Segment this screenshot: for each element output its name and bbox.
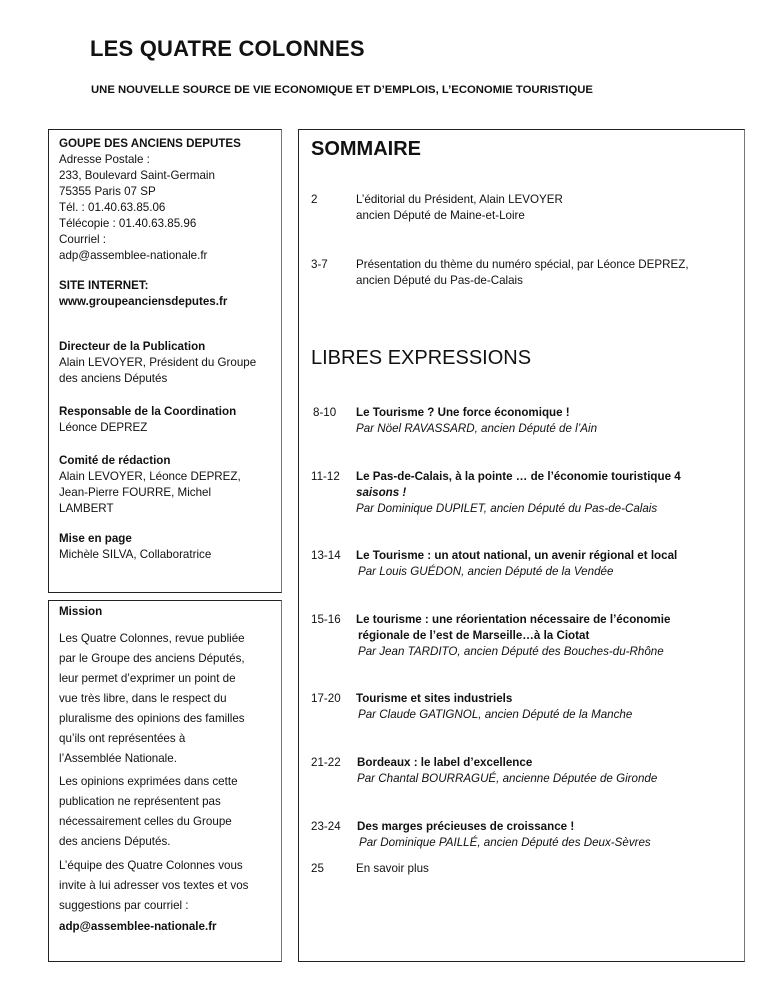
- mission-email-link[interactable]: adp@assemblee-nationale.fr: [59, 920, 217, 933]
- invitation-line: suggestions par courriel :: [59, 899, 189, 912]
- disclaimer-line: nécessairement celles du Groupe: [59, 815, 232, 828]
- postal-city: 75355 Paris 07 SP: [59, 185, 156, 198]
- email-label: Courriel :: [59, 233, 107, 246]
- page-number: 13-14: [311, 549, 341, 562]
- disclaimer-line: Les opinions exprimées dans cette: [59, 775, 238, 788]
- article-title: Le Pas-de-Calais, à la pointe … de l’économie touristique 4: [356, 470, 681, 483]
- mission-box: [48, 600, 282, 962]
- page-number: 11-12: [311, 470, 340, 483]
- website-block: [59, 278, 227, 310]
- page-number: 3-7: [311, 258, 328, 271]
- article-author: Par Dominique DUPILET, ancien Député du Pas-de-Calais: [356, 502, 658, 515]
- entry-line: L’éditorial du Président, Alain LEVOYER: [356, 193, 563, 206]
- disclaimer-line: des anciens Députés.: [59, 835, 171, 848]
- editorial-block: [59, 453, 241, 517]
- website-link[interactable]: www.groupeanciensdeputes.fr: [59, 295, 228, 308]
- group-contact: [59, 136, 241, 264]
- layout-heading: Mise en page: [59, 532, 132, 545]
- director-line: des anciens Députés: [59, 372, 168, 385]
- invitation-line: L’équipe des Quatre Colonnes vous: [59, 859, 243, 872]
- mission-heading: Mission: [59, 605, 103, 618]
- mission-line: qu’ils ont représentées à: [59, 732, 186, 745]
- mission-line: Les Quatre Colonnes, revue publiée: [59, 632, 245, 645]
- page-number: 23-24: [311, 820, 341, 833]
- page-number: 15-16: [311, 613, 341, 626]
- group-heading: GOUPE DES ANCIENS DEPUTES: [59, 137, 241, 150]
- article-author: Par Louis GUÉDON, ancien Député de la Vendée: [358, 565, 614, 578]
- entry-line: ancien Député du Pas-de-Calais: [356, 274, 523, 287]
- entry-line: Présentation du thème du numéro spécial, par Léonce DEPREZ,: [356, 258, 689, 271]
- mission-line: par le Groupe des anciens Députés,: [59, 652, 245, 665]
- mission-line: l’Assemblée Nationale.: [59, 752, 177, 765]
- director-block: [59, 339, 256, 387]
- article-title: Le Tourisme ? Une force économique !: [356, 406, 570, 419]
- article-author: Par Dominique PAILLÉ, ancien Député des Deux-Sèvres: [359, 836, 651, 849]
- editorial-heading: Comité de rédaction: [59, 454, 171, 467]
- page-number: 25: [311, 862, 324, 875]
- mission-paragraph: [59, 629, 271, 769]
- phone: Tél. : 01.40.63.85.06: [59, 201, 166, 214]
- article-author: Par Nöel RAVASSARD, ancien Député de l’Ain: [356, 422, 598, 435]
- article-title-continued: régionale de l’est de Marseille…à la Ciotat: [358, 629, 590, 642]
- page-number: 21-22: [311, 756, 341, 769]
- coordination-heading: Responsable de la Coordination: [59, 405, 237, 418]
- summary-title: SOMMAIRE: [311, 138, 421, 160]
- director-heading: Directeur de la Publication: [59, 340, 206, 353]
- article-title: Le Tourisme : un atout national, un avenir régional et local: [356, 549, 678, 562]
- mission-line: pluralisme des opinions des familles: [59, 712, 245, 725]
- street-address: 233, Boulevard Saint-Germain: [59, 169, 215, 182]
- page-number: 8-10: [313, 406, 337, 419]
- layout-line: Michèle SILVA, Collaboratrice: [59, 548, 212, 561]
- editorial-line: Alain LEVOYER, Léonce DEPREZ,: [59, 470, 241, 483]
- layout-block: [59, 531, 211, 563]
- website-heading: SITE INTERNET:: [59, 279, 149, 292]
- article-author: Par Chantal BOURRAGUÉ, ancienne Députée de Gironde: [357, 772, 658, 785]
- article-author: Par Claude GATIGNOL, ancien Député de la Manche: [358, 708, 633, 721]
- fax: Télécopie : 01.40.63.85.96: [59, 217, 197, 230]
- invitation-line: invite à lui adresser vos textes et vos: [59, 879, 249, 892]
- article-title-continued: saisons !: [356, 486, 407, 499]
- more-info-label: En savoir plus: [356, 862, 429, 875]
- mission-line: leur permet d’exprimer un point de: [59, 672, 236, 685]
- editorial-line: LAMBERT: [59, 502, 114, 515]
- mission-line: vue très libre, dans le respect du: [59, 692, 227, 705]
- page-number: 17-20: [311, 692, 341, 705]
- editorial-line: Jean-Pierre FOURRE, Michel: [59, 486, 212, 499]
- article-title: Bordeaux : le label d’excellence: [357, 756, 533, 769]
- coordination-line: Léonce DEPREZ: [59, 421, 148, 434]
- article-title: Tourisme et sites industriels: [356, 692, 513, 705]
- article-author: Par Jean TARDITO, ancien Député des Bouches-du-Rhône: [358, 645, 664, 658]
- email-link[interactable]: adp@assemblee-nationale.fr: [59, 249, 208, 262]
- address-label: Adresse Postale :: [59, 153, 150, 166]
- summary-box: [298, 129, 745, 962]
- director-line: Alain LEVOYER, Président du Groupe: [59, 356, 257, 369]
- entry-line: ancien Député de Maine-et-Loire: [356, 209, 525, 222]
- disclaimer-paragraph: [59, 772, 271, 852]
- libres-expressions-title: LIBRES EXPRESSIONS: [311, 347, 532, 369]
- invitation-paragraph: [59, 856, 271, 916]
- disclaimer-line: publication ne représentent pas: [59, 795, 221, 808]
- article-title: Le tourisme : une réorientation nécessaire de l’économie: [356, 613, 671, 626]
- article-title: Des marges précieuses de croissance !: [357, 820, 575, 833]
- publication-info-box: [48, 129, 282, 593]
- document-subtitle: UNE NOUVELLE SOURCE DE VIE ECONOMIQUE ET D’EMPLOIS, L’ECONOMIE TOURISTIQUE: [91, 84, 593, 96]
- page-number: 2: [311, 193, 318, 206]
- document-title: LES QUATRE COLONNES: [90, 36, 365, 61]
- coordination-block: [59, 404, 236, 436]
